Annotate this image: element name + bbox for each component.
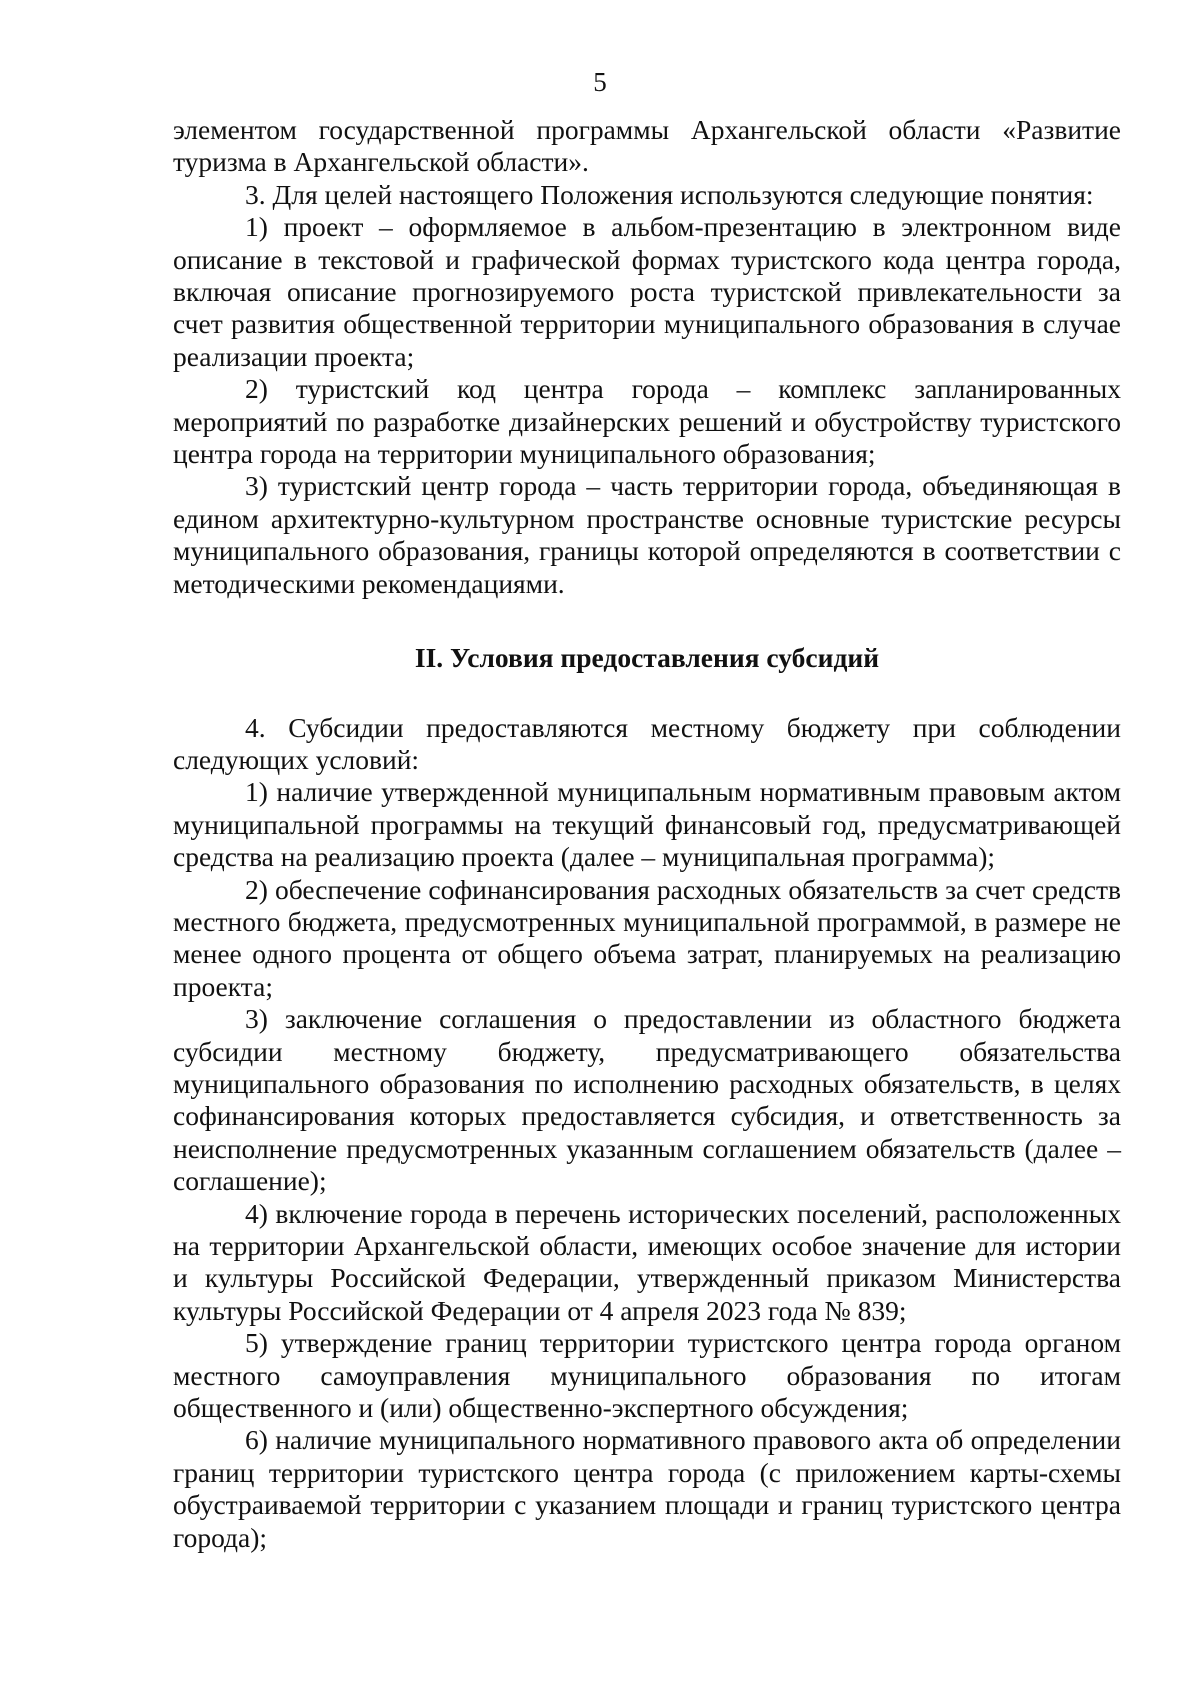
paragraph-definition-tourist-code: 2) туристский код центра города – комплекс запланированных мероприятий по разработке дизайнерских решений и обустройству туристского центра города на территории муниципального образования; [173, 373, 1121, 470]
paragraph-condition-5: 5) утверждение границ территории туристского центра города органом местного самоуправления муниципального образования по итогам общественного и (или) общественно-экспертного обсуждения; [173, 1327, 1121, 1424]
paragraph-condition-1: 1) наличие утвержденной муниципальным нормативным правовым актом муниципальной программы на текущий финансовый год, предусматривающей средства на реализацию проекта (далее – муниципальная программа); [173, 776, 1121, 873]
page-number: 5 [593, 67, 607, 97]
document-body [173, 114, 1121, 1554]
paragraph-condition-2: 2) обеспечение софинансирования расходных обязательств за счет средств местного бюджета, предусмотренных муниципальной программой, в размере не менее одного процента от общего объема затрат, планируемых на реализацию проекта; [173, 873, 1121, 1002]
paragraph-clause-3: 3. Для целей настоящего Положения используются следующие понятия: [245, 178, 1094, 210]
paragraph-condition-4: 4) включение города в перечень исторических поселений, расположенных на территории Архангельской области, имеющих особое значение для истории и культуры Российской Федерации, утвержденный приказом Министерства культуры Российской Федерации от 4 апреля 2023 года № 839; [173, 1197, 1121, 1326]
paragraph-clause-4: 4. Субсидии предоставляются местному бюджету при соблюдении следующих условий: [173, 711, 1121, 775]
paragraph-condition-3: 3) заключение соглашения о предоставлении из областного бюджета субсидии местному бюджету, предусматривающего обязательства муниципального образования по исполнению расходных обязательств, в целях софинансирования которых предоставляется субсидия, и ответственность за неисполнение предусмотренных указанным соглашением обязательств (далее – соглашение); [173, 1003, 1121, 1197]
paragraph-continuation: элементом государственной программы Архангельской области «Развитие туризма в Архангельской области». [173, 114, 1121, 178]
section-heading: II. Условия предоставления субсидий [414, 642, 880, 674]
paragraph-definition-tourist-center: 3) туристский центр города – часть территории города, объединяющая в едином архитектурно-культурном пространстве основные туристские ресурсы муниципального образования, границы которой определяются в соответствии с методическими рекомендациями. [173, 470, 1121, 599]
paragraph-definition-project: 1) проект – оформляемое в альбом-презентацию в электронном виде описание в текстовой и графической формах туристского кода центра города, включая описание прогнозируемого роста туристской привлекательности за счет развития общественной территории муниципального образования в случае реализации проекта; [173, 211, 1121, 372]
paragraph-condition-6: 6) наличие муниципального нормативного правового акта об определении границ территории туристского центра города (с приложением карты-схемы обустраиваемой территории с указанием площади и границ туристского центра города); [173, 1424, 1121, 1553]
